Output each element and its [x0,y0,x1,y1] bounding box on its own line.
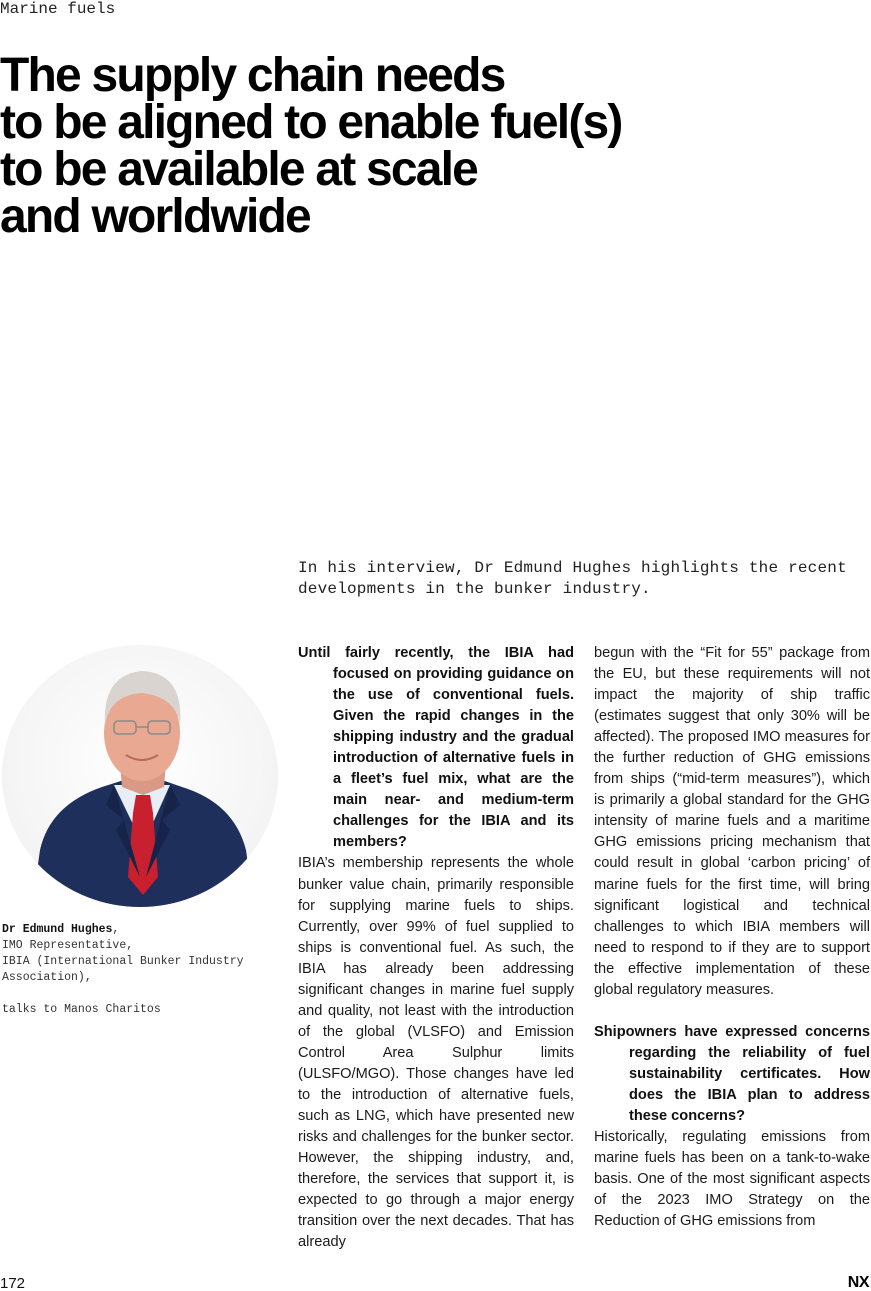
caption-role: IMO Representative, [2,939,134,952]
publication-logo: NX [847,1274,869,1291]
caption-name-suffix: , [112,923,120,936]
caption-name: Dr Edmund Hughes [2,923,113,936]
article-column-right [594,643,870,1232]
answer-1-part-1: IBIA’s membership represents the whole bunker value chain, primarily responsible for supplying marine fuels to ships. Currently, over 99% of fuel supplied to ships is conventional fuel. As such, the IBIA has already been addressing significant changes in marine fuel supply and quality, not least with the introduction of the global (VLSFO) and Emission Control Area Sulphur limits (ULSFO/MGO). Those changes have led to the introduction of alternative fuels, such as LNG, which have presented new risks and challenges for the bunker sector. However, the shipping industry, and, therefore, the services that support it, is expected to go through a major energy transition over the next decades. That has already [298,855,574,1251]
headline-line: to be available at scale [0,143,478,196]
headline [0,49,720,243]
answer-1-part-2: begun with the “Fit for 55” package from the EU, but these requirements will not impact the majority of ship traffic (estimates suggest that only 30% will be affected). The proposed IMO measures for the further reduction of GHG emissions from ships (“mid-term measures”), which is primarily a global standard for the GHG intensity of marine fuels and a maritime GHG emissions pricing mechanism that could result in global ‘carbon pricing’ of marine fuels for the first time, will bring significant logistical and technical challenges to which IBIA members will need to respond to if they are to support the effective implementation of these global regulatory measures. [594,645,870,998]
answer-2: Historically, regulating emissions from marine fuels has been on a tank-to-wake basis. One of the most significant aspects of the 2023 IMO Strategy on the Reduction of GHG emissions from [594,1129,870,1230]
question-2: Shipowners have expressed concerns regarding the reliability of fuel sustainability certificates. How does the IBIA plan to address these concerns? [594,1023,870,1124]
headline-line: and worldwide [0,190,310,243]
headline-line: to be aligned to enable fuel(s) [0,96,622,149]
article-column-left [298,643,574,1253]
page-number: 172 [0,1275,26,1291]
photo-caption [2,922,262,1018]
portrait-photo [2,645,278,907]
caption-org: IBIA (International Bunker Industry Association), [2,955,244,984]
section-label: Marine fuels [0,0,116,18]
portrait-illustration [2,645,278,907]
caption-interviewer: talks to Manos Charitos [2,1003,161,1016]
question-1: Until fairly recently, the IBIA had focused on providing guidance on the use of conventional fuels. Given the rapid changes in the shipping industry and the gradual introduction of alternative fuels in a fleet’s fuel mix, what are the main near- and medium-term challenges for the IBIA and its members? [298,645,574,851]
headline-line: The supply chain needs [0,49,505,102]
intro-text: In his interview, Dr Edmund Hughes highlights the recent developments in the bunker industry. [298,559,847,598]
